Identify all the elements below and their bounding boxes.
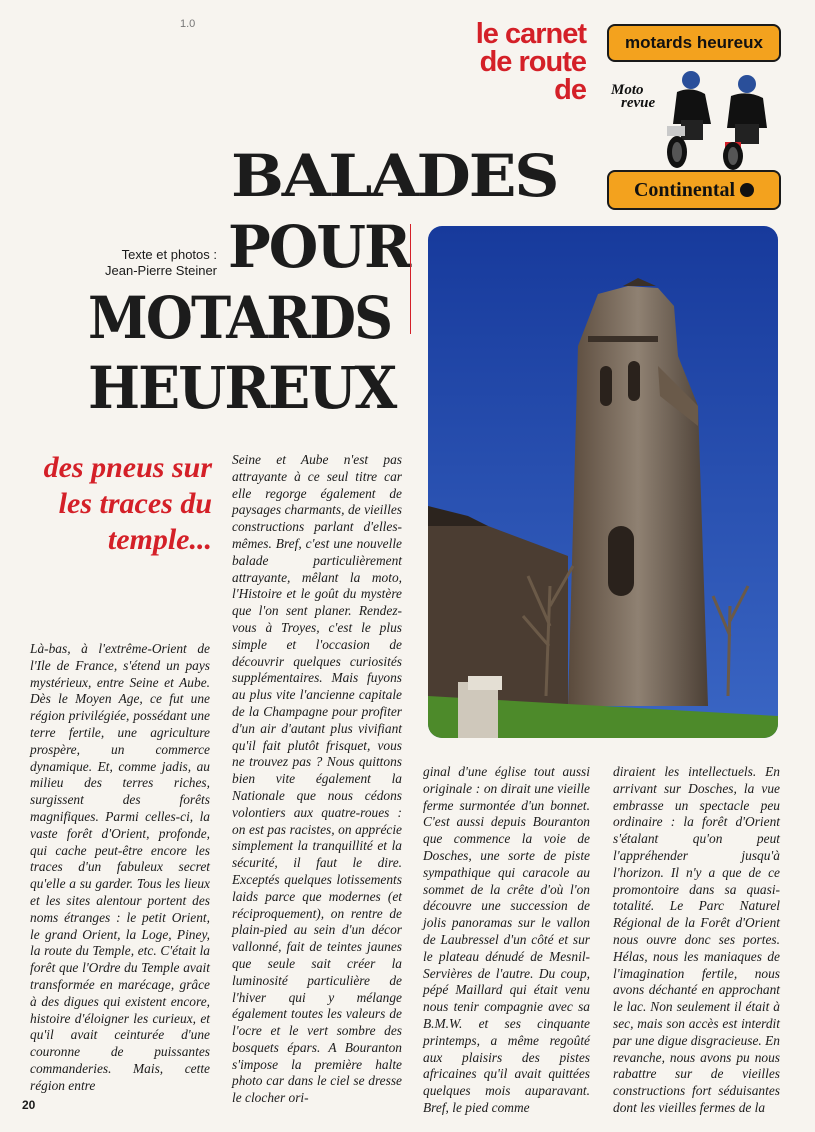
article-column-1: Là-bas, à l'extrême-Orient de l'Ile de France, s'étend un pays mystérieux, entre Seine et Aube. Dès le Moyen Age, ce fut une région privilégiée, possédant une terre fertile, une agriculture prospère, un commerce dynamique. Et, comme jadis, au milieu des terres riches, surgissent des forêts magnifiques. Parmi celles-ci, la vaste forêt d'Orient, profonde, qui cache peut-être encore les traces d'un fabuleux secret qu'elle a su garder. Tous les lieux et les sites alentour portent des noms étranges : le petit Orient, le grand Orient, la Loge, Piney, la route du Temple, etc. C'était la forêt que l'Ordre du Temple avait transformée en marécage, grâce à des digues qui existent encore, histoire d'éloigner les curieux, et qu'il avait ceinturée d'une couronne de puissantes commanderies. Mais, cette région entre [30,641,210,1093]
subtitle: des pneus sur les traces du temple... [43,451,212,556]
article-column-4: diraient les intellectuels. En arrivant sur Dosches, la vue embrasse un spectacle peu ordinaire : la forêt d'Orient s'étalant qu'on peut l'appréhender jusqu'à l'horizon. Il n'y a que de ce promontoire dans sa quasi-totalité. Le Parc Naturel Régional de la Forêt d'Orient nous ouvre donc ses portes. Hélas, nous les maniaques de l'imagination fertile, nous avons déchanté en approchant le lac. Non seulement il était à sec, mais son accès est interdit par une digue disgracieuse. En revanche, nous avons pu nous rabattre sur de vieilles constructions fort séduisantes dont les vieilles fermes de la [613,764,780,1115]
red-rule [410,224,411,334]
author-credit: Texte et photos : Jean-Pierre Steiner [105,247,217,278]
title-line-4: HEUREUX [88,354,396,422]
carnet-heading [430,20,586,104]
article-column-2: Seine et Aube n'est pas attrayante à ce seul titre car elle regorge également de paysages charmants, de vieilles constructions parlant d'elles-mêmes. Bref, c'est une nouvelle balade particulièrement attrayante, mêlant la moto, l'Histoire et le goût du mystère que l'on sent planer. Rendez-vous à Troyes, c'est le plus simple et l'occasion de découvrir quelques curiosités supplémentaires. Mais fuyons au plus vite l'ancienne capitale de la Champagne pour profiter d'un air d'autant plus vivifiant qu'il fait plutôt frisquet, vous ne trouvez pas ? Nous quittons bien vite également la Nationale que nous cédons volontiers aux quatre-roues : on est pas racistes, on apprécie simplement la tranquillité et la sécurité, il faut le dire. Exceptés quelques lotissements laids parce que modernes (et réciproquement), on rentre de plain-pied au sein d'un décor vallonné, fait de teintes jaunes que seule sait créer la luminosité particulière de l'hiver qui y mélange également toutes les valeurs de l'ocre et le vert sombre des bosquets épars. A Bouranton s'impose la première halte photo car dans le ciel se dresse le clocher ori- [232,452,402,1106]
moto-revue-line-1: Moto [611,82,644,98]
page-stamp: 1.0 [180,18,196,30]
moto-revue-logo [611,84,655,110]
title-line-3: MOTARDS [88,284,392,352]
motards-heureux-logo [607,24,781,210]
church-tower-photo [428,226,778,738]
continental-label [607,170,781,210]
article-column-3: ginal d'une église tout aussi originale : on dirait une vieille ferme surmontée d'un bonnet. C'est aussi depuis Bouranton que commence la voie de Dosches, une sorte de piste sympathique qui caracole au sommet de la crête d'où l'on découvre une succession de jolis panoramas sur le vallon de Laubressel d'un côté et sur le plateau dénudé de Mesnil-Servières de l'autre. Du coup, pépé Maillard qui était venu nous tenir compagnie avec sa B.M.W. et ses cinquante printemps, a même regoûté aux plaisirs des pistes africaines qu'il avait quittées quelques mois auparavant. Bref, le pied comme [423,764,590,1115]
continental-text: Continental [633,179,736,201]
motorcyclists-illustration [607,62,781,172]
carnet-line-1: le carnet [475,18,586,50]
continental-emblem-icon [740,183,754,197]
title-line-1: BALADES [231,142,558,210]
page-number: 20 [22,1098,36,1112]
logo-top-label: motards heureux [607,24,781,62]
title-line-2: POUR [228,213,410,281]
carnet-line-2: de route [479,46,586,78]
carnet-line-3: de [554,74,586,106]
moto-revue-line-2: revue [621,95,656,111]
